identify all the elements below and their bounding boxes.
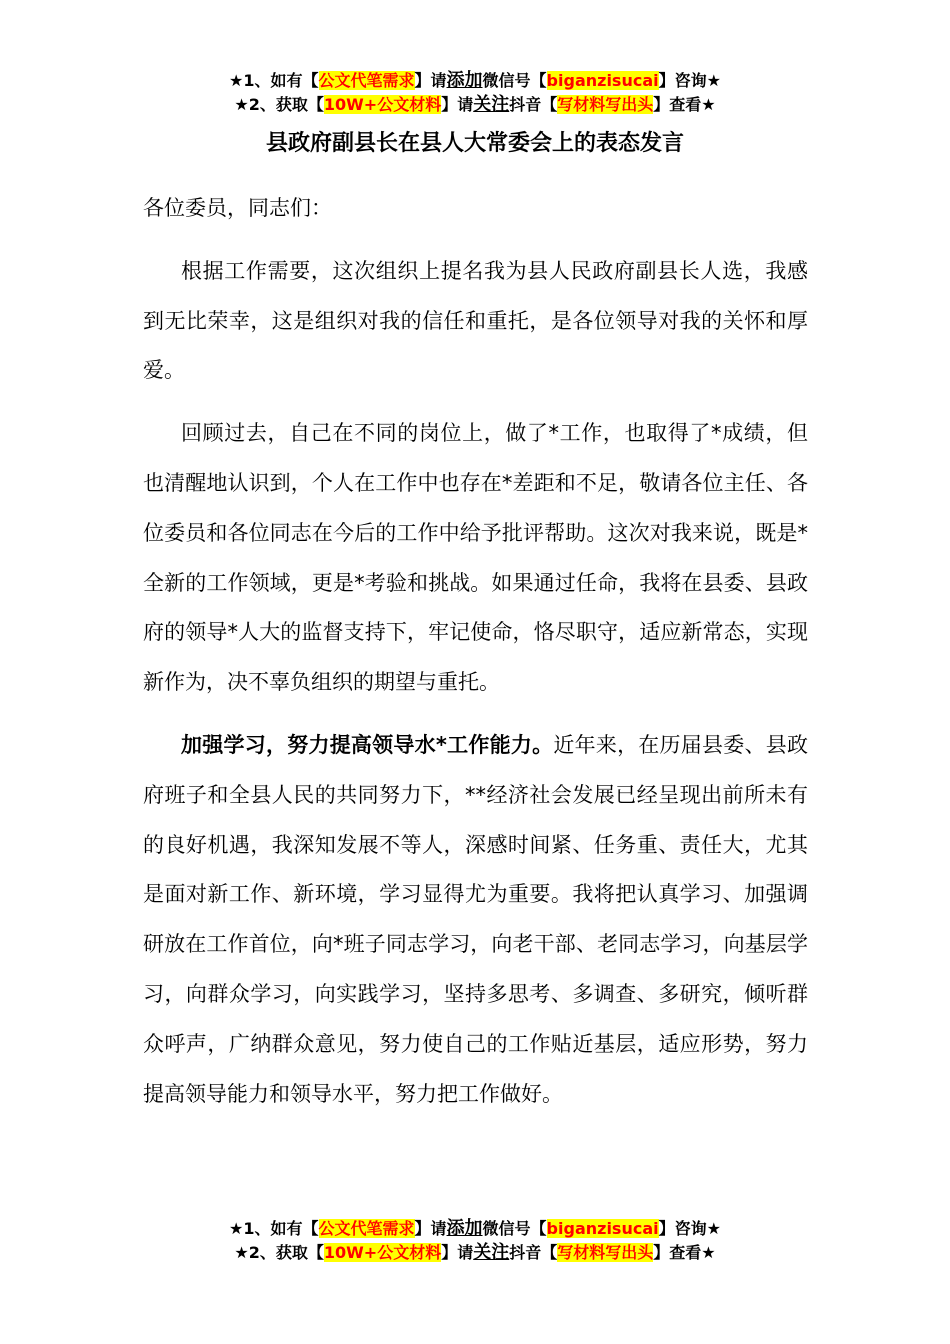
promo-highlight: 写材料写出头	[557, 1243, 654, 1262]
promo-highlight: 公文代笔需求	[318, 1219, 415, 1238]
promo-highlight: biganzisucai	[546, 1219, 659, 1238]
promo-highlight: 公文代笔需求	[318, 71, 415, 90]
star-icon: ★	[706, 71, 721, 90]
paragraph-3-body: 近年来，在历届县委、县政府班子和全县人民的共同努力下，**经济社会发展已经呈现出前所未有的良好机遇，我深知发展不等人，深感时间紧、任务重、责任大，尤其是面对新工作、新环境，学习显得尤为重要。我将把认真学习、加强调研放在工作首位，向*班子同志学习，向老干部、老同志学习，向基层学习，向群众学习，向实践学习，坚持多思考、多调查、多研究，倾听群众呼声，广纳群众意见，努力使自己的工作贴近基层，适应形势，努力提高领导能力和领导水平，努力把工作做好。	[143, 732, 809, 1106]
promo-highlight: 10W+公文材料	[323, 95, 442, 114]
promo-line-2: ★2、获取【10W+公文材料】请关注抖音【写材料写出头】查看★	[234, 1242, 716, 1263]
promo-highlight: biganzisucai	[546, 71, 659, 90]
star-icon: ★	[701, 1243, 716, 1262]
star-icon: ★	[234, 95, 249, 114]
paragraph-3	[143, 721, 808, 1119]
promo-highlight: 10W+公文材料	[323, 1243, 442, 1262]
promo-line-1: ★1、如有【公文代笔需求】请添加微信号【biganzisucai】咨询★	[229, 1218, 721, 1239]
paragraph-1: 根据工作需要，这次组织上提名我为县人民政府副县长人选，我感到无比荣幸，这是组织对我的信任和重托，是各位领导对我的关怀和厚爱。	[143, 258, 808, 383]
document-body	[143, 184, 808, 1132]
star-icon: ★	[229, 1219, 244, 1238]
paragraph-3-lead: 加强学习，努力提高领导水*工作能力。	[181, 732, 554, 757]
paragraph-2: 回顾过去，自己在不同的岗位上，做了*工作，也取得了*成绩，但也清醒地认识到，个人在工作中也存在*差距和不足，敬请各位主任、各位委员和各位同志在今后的工作中给予批评帮助。这次对我来说，既是*全新的工作领域，更是*考验和挑战。如果通过任命，我将在县委、县政府的领导*人大的监督支持下，牢记使命，恪尽职守，适应新常态，实现新作为，决不辜负组织的期望与重托。	[143, 421, 808, 695]
star-icon: ★	[229, 71, 244, 90]
header-promo-banner	[0, 69, 950, 117]
star-icon: ★	[234, 1243, 249, 1262]
promo-highlight: 写材料写出头	[557, 95, 654, 114]
star-icon: ★	[701, 95, 716, 114]
promo-line-2: ★2、获取【10W+公文材料】请关注抖音【写材料写出头】查看★	[234, 94, 716, 115]
footer-promo-banner	[0, 1217, 950, 1265]
salutation: 各位委员，同志们：	[143, 196, 332, 220]
promo-line-1: ★1、如有【公文代笔需求】请添加微信号【biganzisucai】咨询★	[229, 70, 721, 91]
document-title: 县政府副县长在县人大常委会上的表态发言	[265, 131, 684, 156]
star-icon: ★	[706, 1219, 721, 1238]
